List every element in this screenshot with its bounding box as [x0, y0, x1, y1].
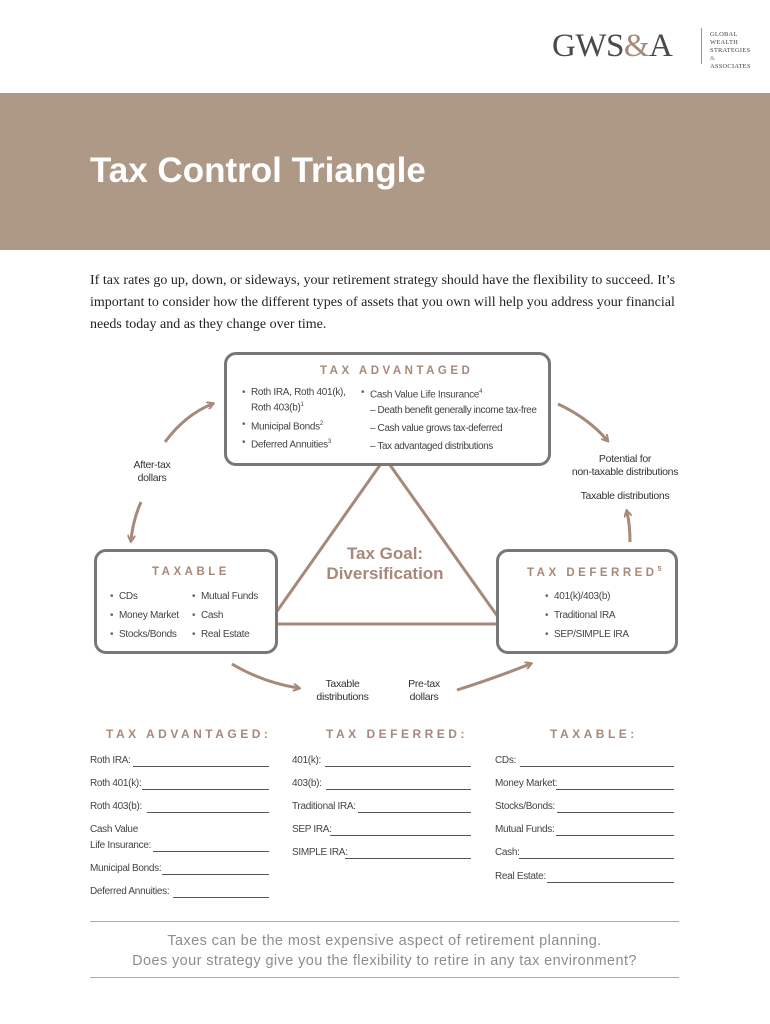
- fill-line[interactable]: [358, 812, 471, 813]
- arrow-after-tax-up: [165, 404, 212, 442]
- pretax-line-2: dollars: [409, 691, 439, 703]
- top-item-annuities: Deferred Annuities: [251, 439, 328, 451]
- field-stocks-bonds: Stocks/Bonds:: [495, 801, 556, 812]
- footnote-3: 3: [327, 439, 331, 445]
- list-item: [370, 386, 482, 401]
- footnote-1: 1: [300, 402, 304, 408]
- footer-rule-top: [90, 921, 679, 922]
- field-life-insurance: Life Insurance:: [90, 840, 152, 851]
- field-simple-ira: SIMPLE IRA:: [292, 847, 348, 858]
- field-real-estate: Real Estate:: [495, 871, 546, 882]
- fill-line[interactable]: [557, 812, 674, 813]
- tax-goal-label: [305, 544, 465, 584]
- taxable-dist-line-2: distributions: [316, 691, 369, 703]
- list-item: • Real Estate: [201, 628, 249, 641]
- potential-nontaxable-label: [560, 453, 690, 479]
- field-cash-value: Cash Value: [90, 824, 138, 835]
- fill-line[interactable]: [162, 874, 269, 875]
- arrow-to-potential: [558, 404, 607, 440]
- fill-line[interactable]: [326, 789, 471, 790]
- footnote-4: 4: [479, 389, 483, 395]
- list-item: [251, 386, 361, 414]
- logo-line-3-amp: &: [710, 55, 716, 62]
- fill-line[interactable]: [153, 851, 269, 852]
- field-cds: CDs:: [495, 755, 517, 766]
- tax-deferred-box-title: [527, 566, 662, 579]
- top-item-roth-403b: Roth 403(b): [251, 402, 301, 414]
- goal-line-2: Diversification: [326, 564, 444, 583]
- taxable-dist-line-1: Taxable: [325, 678, 360, 690]
- top-item-municipal: Municipal Bonds: [251, 421, 320, 433]
- worksheet-heading-taxable: TAXABLE:: [550, 727, 638, 741]
- fill-line[interactable]: [330, 835, 471, 836]
- top-subitem: – Cash value grows tax-deferred: [370, 423, 503, 434]
- tax-advantaged-box-title: TAX ADVANTAGED: [320, 365, 474, 377]
- potential-line-1: Potential for: [598, 453, 652, 465]
- goal-line-1: Tax Goal:: [346, 544, 424, 563]
- field-401k: 401(k):: [292, 755, 322, 766]
- arrow-taxable-dist-up: [627, 512, 630, 542]
- field-sep-ira: SEP IRA:: [292, 824, 332, 835]
- logo-mark-amp: &: [623, 28, 650, 64]
- field-roth-403b: Roth 403(b):: [90, 801, 142, 812]
- taxable-box-title: TAXABLE: [152, 566, 230, 578]
- list-item: • Cash: [201, 609, 223, 622]
- field-mutual-funds: Mutual Funds:: [495, 824, 555, 835]
- pretax-dollars-label: [394, 678, 454, 704]
- list-item: • SEP/SIMPLE IRA: [554, 628, 629, 641]
- arrow-bottom-left: [232, 664, 298, 688]
- logo-line-4: ASSOCIATES: [710, 63, 751, 70]
- fill-line[interactable]: [556, 789, 674, 790]
- footer-rule-bottom: [90, 977, 679, 978]
- list-item: • Money Market: [119, 609, 179, 622]
- fill-line[interactable]: [556, 835, 674, 836]
- arrow-bottom-right: [457, 664, 530, 690]
- worksheet-heading-tax-advantaged: TAX ADVANTAGED:: [106, 727, 272, 741]
- worksheet-heading-tax-deferred: TAX DEFERRED:: [326, 727, 468, 741]
- field-cash: Cash:: [495, 847, 520, 858]
- footer-line-1: Taxes can be the most expensive aspect of retirement planning.: [167, 933, 602, 949]
- logo-mark-right: A: [649, 28, 673, 64]
- footer-line-2: Does your strategy give you the flexibility to retire in any tax environment?: [132, 953, 637, 969]
- footer-question: [90, 931, 679, 971]
- field-roth-ira: Roth IRA:: [90, 755, 131, 766]
- tax-deferred-box: [496, 549, 678, 654]
- list-item: [251, 418, 323, 433]
- logo-line-3-text: STRATEGIES: [710, 47, 751, 54]
- fill-line[interactable]: [133, 766, 269, 767]
- logo-line-1: GLOBAL: [710, 31, 738, 38]
- fill-line[interactable]: [147, 812, 269, 813]
- list-item: • CDs: [119, 590, 138, 603]
- pretax-line-1: Pre-tax: [408, 678, 440, 690]
- center-triangle: [268, 458, 503, 624]
- fill-line[interactable]: [325, 766, 471, 767]
- field-municipal-bonds: Municipal Bonds:: [90, 863, 162, 874]
- top-item-cash-value: Cash Value Life Insurance: [370, 389, 480, 401]
- after-tax-dollars-label: [117, 459, 187, 485]
- fill-line[interactable]: [142, 789, 269, 790]
- after-tax-line-1: After-tax: [133, 459, 171, 471]
- page-title: Tax Control Triangle: [90, 151, 426, 190]
- fill-line[interactable]: [173, 897, 269, 898]
- intro-paragraph: If tax rates go up, down, or sideways, your retirement strategy should have the flexibility to succeed. It’s important to consider how the different types of assets that you own will help you address your financial needs today and as they change over time.: [90, 273, 676, 332]
- logo-line-2: WEALTH: [710, 39, 739, 46]
- fill-line[interactable]: [547, 882, 674, 883]
- footnote-5: 5: [657, 566, 662, 573]
- list-item: • Mutual Funds: [201, 590, 258, 603]
- list-item: [251, 436, 331, 451]
- field-traditional-ira: Traditional IRA:: [292, 801, 356, 812]
- taxable-distributions-bottom-label: [305, 678, 380, 704]
- field-money-market: Money Market:: [495, 778, 558, 789]
- list-item: • 401(k)/403(b): [554, 590, 610, 603]
- fill-line[interactable]: [520, 766, 674, 767]
- top-subitem: – Death benefit generally income tax-free: [370, 405, 537, 416]
- logo-mark-left: GWS: [552, 28, 624, 64]
- field-roth-401k: Roth 401(k):: [90, 778, 142, 789]
- tax-advantaged-box: [224, 352, 551, 466]
- potential-line-2: non-taxable distributions: [571, 466, 679, 478]
- fill-line[interactable]: [519, 858, 674, 859]
- tax-deferred-title-text: TAX DEFERRED: [527, 566, 658, 579]
- top-item-roth: Roth IRA, Roth 401(k),: [251, 387, 346, 398]
- taxable-distributions-right-label: Taxable distributions: [580, 490, 670, 502]
- list-item: • Traditional IRA: [554, 609, 615, 622]
- taxable-box: [94, 549, 278, 654]
- list-item: • Stocks/Bonds: [119, 628, 177, 641]
- field-403b: 403(b):: [292, 778, 322, 789]
- fill-line[interactable]: [345, 858, 471, 859]
- after-tax-line-2: dollars: [137, 472, 167, 484]
- top-subitem: – Tax advantaged distributions: [370, 441, 493, 452]
- field-deferred-annuities: Deferred Annuities:: [90, 886, 170, 897]
- footnote-2: 2: [319, 421, 323, 427]
- arrow-after-tax-down: [131, 502, 141, 540]
